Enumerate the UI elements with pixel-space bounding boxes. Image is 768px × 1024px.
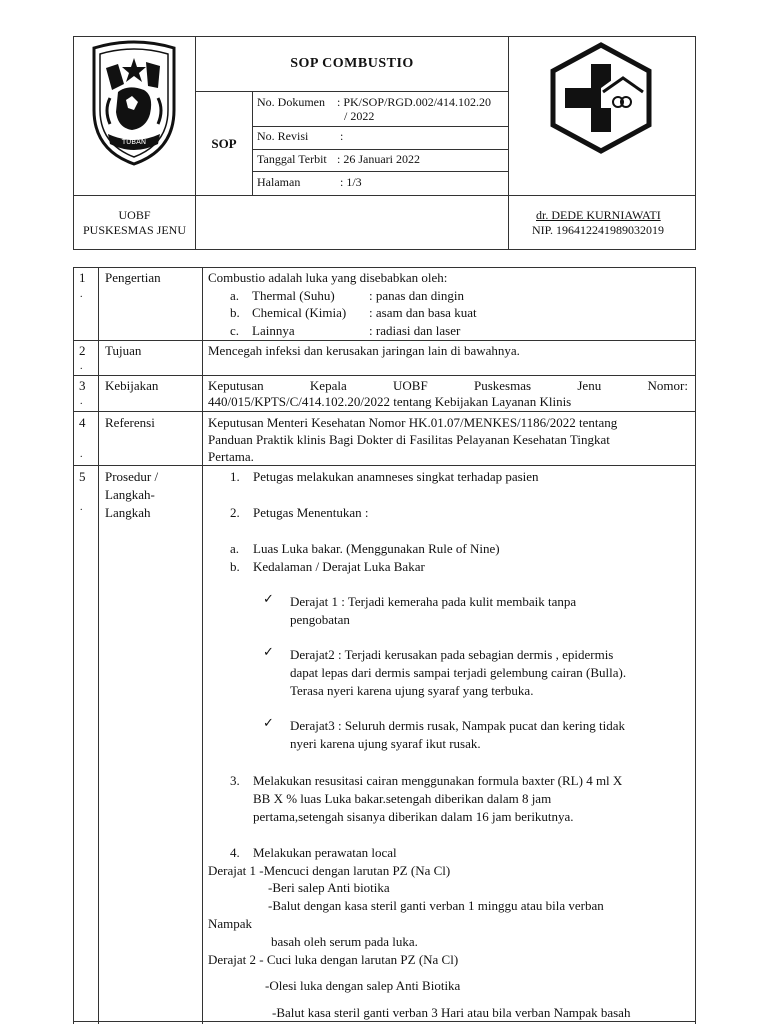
- substep-text: Luas Luka bakar. (Menggunakan Rule of Nine): [253, 541, 500, 556]
- row-label-tujuan: Tujuan: [105, 343, 142, 358]
- halaman-value: : 1/3: [340, 175, 362, 189]
- step-text: pertama,setengah sisanya diberikan dalam 16 jam berikutnya.: [253, 809, 574, 824]
- care-line: basah oleh serum pada luka.: [271, 934, 418, 949]
- kebijakan-word: Jenu: [577, 378, 602, 393]
- kebijakan-word: Puskesmas: [474, 378, 532, 393]
- degree-text: Derajat 1 : Terjadi kemeraha pada kulit membaik tanpa: [290, 594, 577, 609]
- signer-name: dr. DEDE KURNIAWATI: [536, 208, 661, 222]
- degree-text: Terasa nyeri karena ujung syaraf yang terbuka.: [290, 683, 534, 698]
- unit-name-line1: UOBF: [118, 208, 151, 222]
- step-text: Petugas melakukan anamneses singkat terhadap pasien: [253, 469, 539, 484]
- sop-label: SOP: [211, 136, 237, 151]
- care-line: -Beri salep Anti biotika: [268, 880, 390, 895]
- unit-name-line2: PUSKESMAS JENU: [82, 223, 187, 237]
- list-item-name: Lainnya: [252, 323, 295, 338]
- kebijakan-line1: [208, 378, 688, 394]
- step-number: 2.: [230, 505, 240, 520]
- no-revisi-value: :: [340, 129, 344, 143]
- kebijakan-line2: 440/015/KPTS/C/414.102.20/2022 tentang Kebijakan Layanan Klinis: [208, 394, 572, 409]
- halaman-label: Halaman: [257, 175, 301, 189]
- row-label-prosedur: Langkah: [105, 505, 151, 520]
- document-title: SOP COMBUSTIO: [290, 56, 414, 71]
- list-item-desc: : asam dan basa kuat: [369, 305, 477, 320]
- row-label-kebijakan: Kebijakan: [105, 378, 159, 393]
- substep-text: Kedalaman / Derajat Luka Bakar: [253, 559, 425, 574]
- care-line: Nampak: [208, 916, 253, 931]
- kebijakan-word: UOBF: [393, 378, 428, 393]
- step-number: 1.: [230, 469, 240, 484]
- degree-text: Derajat2 : Terjadi kerusakan pada sebagian dermis , epidermis: [290, 647, 614, 662]
- row-number: 1: [79, 270, 86, 285]
- step-number: 3.: [230, 773, 240, 788]
- row-number: 4: [79, 415, 86, 430]
- signer-nip: NIP. 196412241989032019: [532, 223, 665, 237]
- regency-coat-of-arms-icon: [88, 40, 180, 168]
- care-line: -Balut kasa steril ganti verban 3 Hari atau bila verban Nampak basah: [272, 1005, 631, 1020]
- pengertian-intro: Combustio adalah luka yang disebabkan oleh:: [208, 270, 448, 285]
- step-text: Melakukan perawatan local: [253, 845, 397, 860]
- list-marker: a.: [230, 288, 240, 303]
- referensi-line2: Panduan Praktik klinis Bagi Dokter di Fasilitas Pelayanan Kesehatan Tingkat: [208, 432, 610, 447]
- step-text: Petugas Menentukan :: [253, 505, 369, 520]
- care-line: -Balut dengan kasa steril ganti verban 1 minggu atau bila verban: [268, 898, 604, 913]
- row-number: 2: [79, 343, 86, 358]
- kebijakan-word: Kepala: [309, 378, 347, 393]
- degree-text: dapat lepas dari dermis sampai terjadi gelembung cairan (Bulla).: [290, 665, 627, 680]
- no-dokumen-value: : PK/SOP/RGD.002/414.102.20: [337, 95, 492, 109]
- tanggal-terbit-label: Tanggal Terbit: [257, 152, 327, 166]
- list-marker: c.: [230, 323, 240, 338]
- care-line: -Olesi luka dengan salep Anti Biotika: [265, 978, 461, 993]
- row-number-dot: .: [80, 361, 83, 372]
- row-label-prosedur: Prosedur /: [105, 469, 159, 484]
- no-dokumen-value-cont: / 2022: [344, 109, 375, 123]
- row-label-prosedur: Langkah-: [105, 487, 155, 502]
- no-dokumen-label: No. Dokumen: [257, 95, 325, 109]
- checkmark-icon: ✓: [263, 592, 274, 607]
- care-line: Derajat 1 -Mencuci dengan larutan PZ (Na Cl): [208, 863, 451, 878]
- list-marker: a.: [230, 541, 240, 556]
- kebijakan-word: Keputusan: [208, 378, 264, 393]
- list-item-name: Thermal (Suhu): [252, 288, 335, 303]
- care-line: Derajat 2 - Cuci luka dengan larutan PZ (Na Cl): [208, 952, 459, 967]
- step-text: BB X % luas Luka bakar.setengah diberikan dalam 8 jam: [253, 791, 552, 806]
- list-marker: b.: [230, 559, 240, 574]
- tujuan-text: Mencegah infeksi dan kerusakan jaringan lain di bawahnya.: [208, 343, 520, 358]
- kebijakan-word: Nomor:: [647, 378, 688, 393]
- health-cross-hexagon-icon: [548, 42, 654, 154]
- row-number-dot: .: [80, 502, 83, 513]
- referensi-line1: Keputusan Menteri Kesehatan Nomor HK.01.07/MENKES/1186/2022 tentang: [208, 415, 618, 430]
- list-marker: b.: [230, 305, 240, 320]
- no-revisi-label: No. Revisi: [257, 129, 309, 143]
- degree-text: Derajat3 : Seluruh dermis rusak, Nampak pucat dan kering tidak: [290, 718, 626, 733]
- step-text: Melakukan resusitasi cairan menggunakan formula baxter (RL) 4 ml X: [253, 773, 623, 788]
- row-label-referensi: Referensi: [105, 415, 155, 430]
- svg-text:TUBAN: TUBAN: [121, 138, 147, 146]
- degree-text: nyeri karena ujung syaraf ikut rusak.: [290, 736, 481, 751]
- list-item-name: Chemical (Kimia): [252, 305, 347, 320]
- referensi-line3: Pertama.: [208, 449, 254, 464]
- row-number-dot: .: [80, 289, 83, 300]
- step-number: 4.: [230, 845, 240, 860]
- row-number: 5: [79, 469, 86, 484]
- list-item-desc: : panas dan dingin: [369, 288, 464, 303]
- row-number-dot: .: [80, 449, 83, 460]
- row-label-pengertian: Pengertian: [105, 270, 161, 285]
- checkmark-icon: ✓: [263, 645, 274, 660]
- checkmark-icon: ✓: [263, 716, 274, 731]
- tanggal-terbit-value: : 26 Januari 2022: [337, 152, 420, 166]
- degree-text: pengobatan: [290, 612, 350, 627]
- list-item-desc: : radiasi dan laser: [369, 323, 461, 338]
- row-number-dot: .: [80, 396, 83, 407]
- row-number: 3: [79, 378, 86, 393]
